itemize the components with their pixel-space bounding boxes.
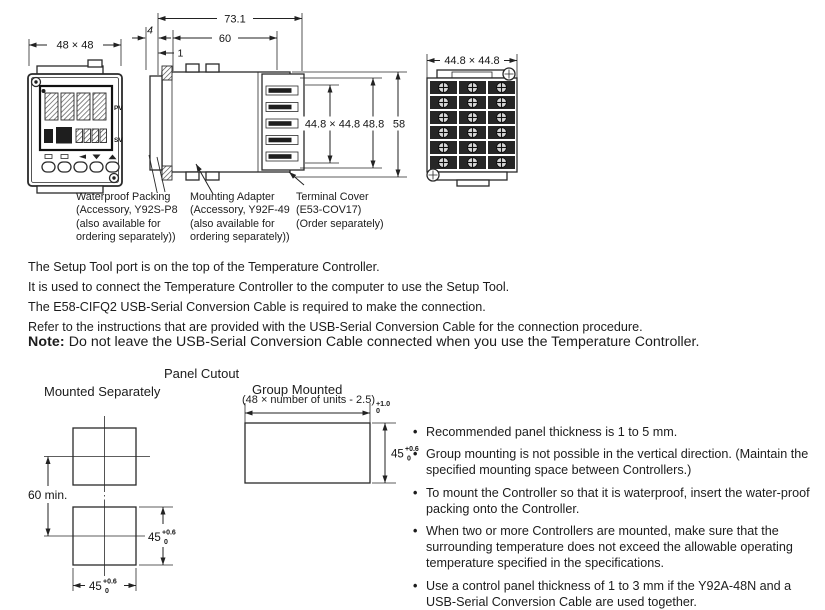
side-total-depth-label: 73.1 (224, 13, 246, 26)
rear-face-dim-label: 44.8 × 44.8 (444, 55, 500, 67)
group-height-tol-plus: +0.6 (405, 446, 419, 453)
mounted-separately-drawing (27, 416, 182, 595)
cutout-height-tol-minus: 0 (164, 539, 168, 546)
list-item (413, 578, 823, 610)
callout-line: ordering separately)) (76, 230, 176, 243)
cutout-height-tol-plus: +0.6 (162, 529, 176, 537)
paragraph: It is used to connect the Temperature Controller to the computer to use the Setup Tool. (28, 280, 510, 294)
callout-line: Waterproof Packing (76, 191, 171, 203)
cutout-width-tol-minus: 0 (105, 588, 109, 595)
callout-line: (also available for (190, 217, 275, 230)
note-item-text: • Recommended panel thickness is 1 to 5 mm. (426, 425, 678, 439)
side-packing-gap-label: 1 (177, 47, 184, 60)
vertical-pitch-label: 60 min. (28, 488, 68, 502)
terminal-block-grid (430, 81, 515, 170)
mounted-separately-title: Mounted Separately (44, 384, 161, 399)
mounting-notes-list (413, 424, 823, 610)
terminal-cover-side (262, 74, 304, 170)
note-line (28, 334, 699, 350)
rear-view-drawing (427, 54, 517, 186)
mounting-screw-top (503, 68, 515, 80)
front-flange (150, 76, 162, 170)
note-item-text: • When two or more Controllers are mounted, make sure that the surrounding temperature does not exceed the allowable operating temperature specified in the specifications. (426, 524, 793, 571)
panel-cutout-title: Panel Cutout (164, 366, 240, 381)
paragraph: The Setup Tool port is on the top of the Temperature Controller. (28, 260, 380, 274)
callout-line: (also available for (76, 217, 161, 230)
callout-line: (Accessory, Y92S-P8 (76, 204, 178, 217)
panel-cutout-drawings (0, 355, 480, 610)
mounting-screw-bottom (427, 169, 439, 181)
formula-tol-plus: +1.0 (375, 399, 391, 408)
group-mounted-title: Group Mounted (252, 382, 343, 397)
group-mounted-drawing (245, 403, 419, 483)
paragraph: The E58-CIFQ2 USB-Serial Conversion Cable is required to make the connection. (28, 300, 486, 314)
paragraph: Refer to the instructions that are provided with the USB-Serial Conversion Cable for the connection procedure. (28, 320, 643, 334)
callout-line: ordering separately)) (190, 230, 290, 243)
front-face-dim-label: 48 × 48 (56, 39, 94, 52)
callout-line: (Accessory, Y92F-49 (190, 204, 290, 217)
setup-tool-paragraphs (28, 257, 643, 337)
waterproof-packing-upper (162, 66, 172, 80)
note-item-text: • Use a control panel thickness of 1 to 3 mm if the Y92A-48N and a USB-Serial Conversion Cable are used together. (426, 578, 792, 609)
group-cutout-rect (245, 423, 370, 483)
list-item (413, 523, 823, 572)
callout-line: (E53-COV17) (296, 204, 362, 217)
front-view-drawing (28, 39, 123, 194)
callout-waterproof-packing (76, 191, 178, 244)
list-item (413, 424, 823, 440)
cutout-width-tol-plus: +0.6 (103, 578, 117, 586)
side-cover-depth-label: 48.8 (362, 118, 385, 131)
side-view-drawing (132, 12, 408, 194)
side-body-depth-label: 60 (218, 33, 232, 45)
list-item (413, 446, 823, 478)
callout-mounting-adapter (190, 191, 290, 244)
note-item-text: • Group mounting is not possible in the vertical direction. (Maintain the specified mounting space between Controllers.) (426, 447, 809, 478)
pv-label: PV (114, 105, 123, 112)
callout-line: (Order separately) (296, 217, 384, 230)
terminal-cover-leader (289, 172, 304, 185)
waterproof-packing-lower (162, 166, 172, 180)
side-overall-height-label: 58 (392, 118, 406, 131)
sv-label: SV (114, 137, 123, 144)
formula-tol-minus: 0 (375, 406, 380, 416)
callout-terminal-cover (296, 191, 384, 231)
side-terminal-square-label: 44.8 × 44.8 (304, 118, 361, 131)
cutout-height-label: 45 (148, 532, 161, 544)
note-label: Note: (28, 334, 65, 350)
group-height-label: 45 (391, 448, 404, 461)
formula-value: (48 × number of units - 2.5) (242, 394, 375, 406)
side-flange-depth-label: 4 (147, 24, 153, 37)
callout-line: Terminal Cover (296, 191, 369, 203)
note-text: Do not leave the USB-Serial Conversion Cable connected when you use the Temperature Controller. (68, 334, 700, 350)
callout-line: Mounting Adapter (190, 191, 275, 203)
group-height-tol-minus: 0 (407, 455, 411, 463)
note-item-text: • To mount the Controller so that it is waterproof, insert the water-proof packing onto the Controller. (426, 485, 810, 516)
cutout-width-label: 45 (89, 581, 102, 593)
list-item (413, 485, 823, 517)
